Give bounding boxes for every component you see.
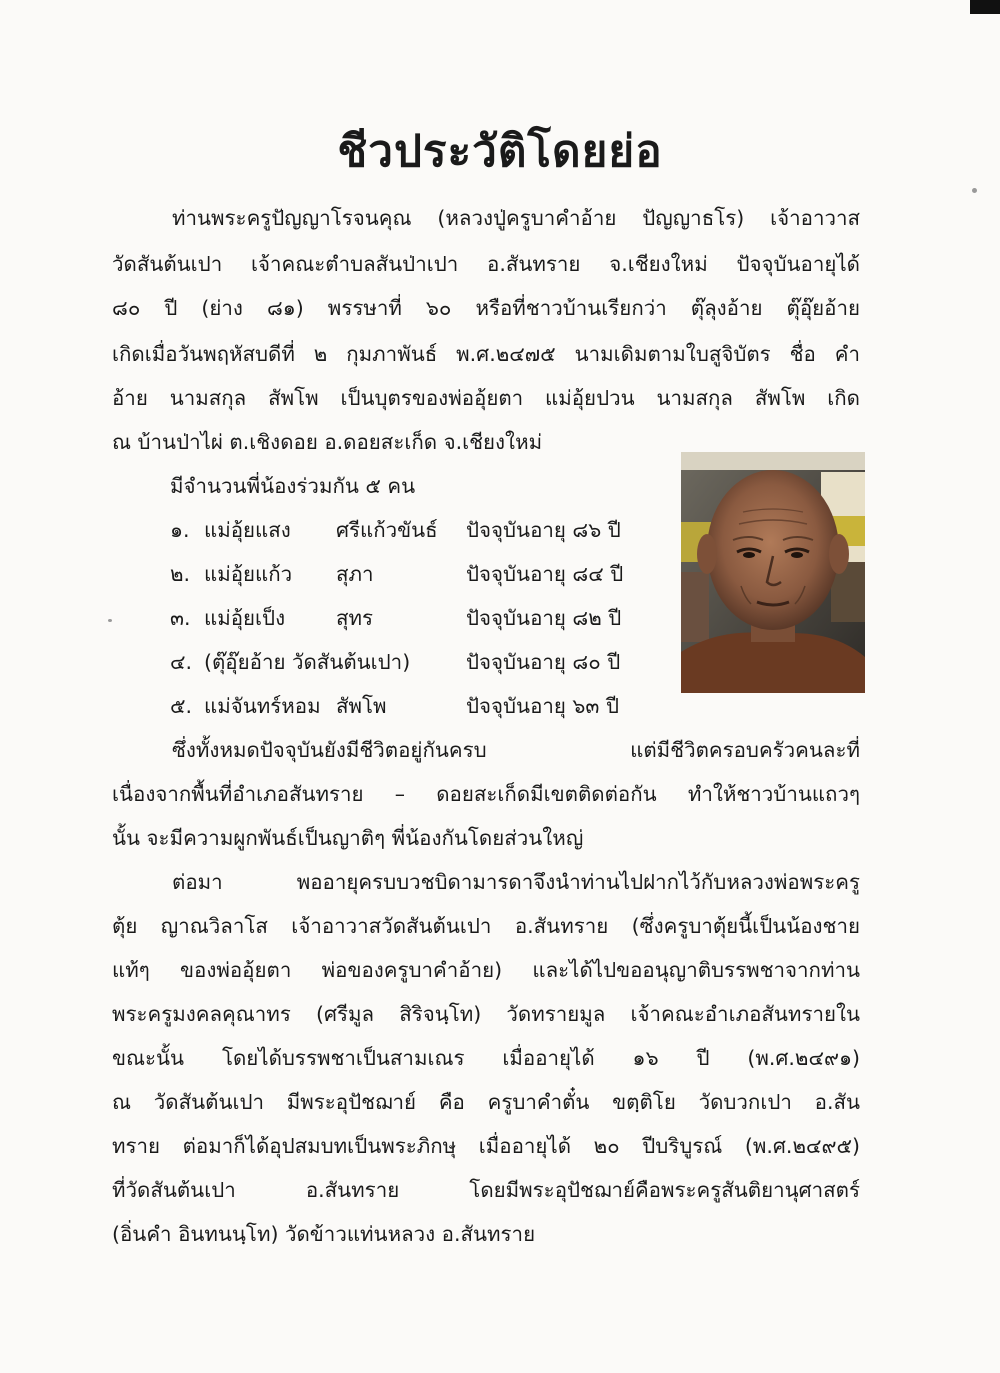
scan-speck [108,619,112,622]
sibling-surname: สุภา [336,562,374,586]
sibling-surname: สุทร [336,606,374,630]
paragraph-line: ทราย ต่อมาก็ได้อุปสมบทเป็นพระภิกษุ เมื่ออายุได้ ๒๐ ปีบริบูรณ์ (พ.ศ.๒๔๙๕) [112,1134,860,1158]
paragraph-line: ที่วัดสันต้นเปา อ.สันทราย โดยมีพระอุปัชฌาย์คือพระครูสันติยานุศาสตร์ [112,1178,860,1202]
paragraph-line: ตุ้ย ญาณวิลาโส เจ้าอาวาสวัดสันต้นเปา อ.สันทราย (ซึ่งครูบาตุ้ยนี้เป็นน้องชาย [112,914,860,938]
page-title: ชีวประวัติโดยย่อ [337,126,663,177]
sibling-name: แม่จันทร์หอม [204,694,321,718]
scan-edge-mark [970,0,1000,14]
paragraph-line: นั้น จะมีความผูกพันธ์เป็นญาติๆ พี่น้องกันโดยส่วนใหญ่ [112,826,584,850]
sibling-name: แม่อุ้ยแก้ว [204,562,293,586]
sibling-name: แม่อุ้ยแสง [204,518,291,542]
sibling-age: ปัจจุบันอายุ ๘๖ ปี [466,518,621,542]
sibling-age: ปัจจุบันอายุ ๘๐ ปี [466,650,621,674]
portrait-icon [681,452,865,693]
sibling-age: ปัจจุบันอายุ ๖๓ ปี [466,694,619,718]
intro-line: เกิดเมื่อวันพฤหัสบดีที่ ๒ กุมภาพันธ์ พ.ศ.๒๔๗๕ นามเดิมตามใบสูจิบัตร ชื่อ คำ [112,342,860,366]
sibling-number: ๓. [170,606,191,630]
paragraph-line: ต่อมา พออายุครบบวชบิดามารดาจึงนำท่านไปฝากไว้กับหลวงพ่อพระครู [172,870,860,894]
paragraph-line: ณ วัดสันต้นเปา มีพระอุปัชฌาย์ คือ ครูบาคำตั๋น ขตฺติโย วัดบวกเปา อ.สัน [112,1090,860,1114]
paragraph-line: พระครูมงคลคุณาทร (ศรีมูล สิริจนฺโท) วัดทรายมูล เจ้าคณะอำเภอสันทรายใน [112,1002,860,1026]
scan-speck [972,188,977,193]
paragraph-line: แท้ๆ ของพ่ออุ้ยตา พ่อของครูบาคำอ้าย) และได้ไปขออนุญาติบรรพชาจากท่าน [112,958,860,982]
paragraph-line: ขณะนั้น โดยได้บรรพชาเป็นสามเณร เมื่ออายุได้ ๑๖ ปี (พ.ศ.๒๔๙๑) [112,1046,860,1070]
intro-line: อ้าย นามสกุล สัพโพ เป็นบุตรของพ่ออุ้ยตา แม่อุ้ยปวน นามสกุล สัพโพ เกิด [112,386,860,410]
paragraph-line: (อิ่นคำ อินทนนฺโท) วัดข้าวแท่นหลวง อ.สันทราย [112,1222,536,1246]
portrait-photo [681,452,865,693]
intro-line: วัดสันต้นเปา เจ้าคณะตำบลสันป่าเปา อ.สันทราย จ.เชียงใหม่ ปัจจุบันอายุได้ [112,252,860,276]
sibling-surname: สัพโพ [336,694,387,718]
sibling-surname: ศรีแก้วขันธ์ [336,518,438,542]
paragraph-line: ซึ่งทั้งหมดปัจจุบันยังมีชีวิตอยู่กันครบ แต่มีชีวิตครอบครัวคนละที่ [172,738,860,762]
sibling-number: ๔. [170,650,193,674]
sibling-number: ๑. [170,518,190,542]
sibling-age: ปัจจุบันอายุ ๘๒ ปี [466,606,622,630]
intro-line: ท่านพระครูปัญญาโรจนคุณ (หลวงปู่ครูบาคำอ้าย ปัญญาธโร) เจ้าอาวาส [172,206,860,230]
intro-line: ณ บ้านป่าไผ่ ต.เชิงดอย อ.ดอยสะเก็ด จ.เชียงใหม่ [112,430,543,454]
sibling-number: ๕. [170,694,193,718]
sibling-name: (ตุ๊อุ๊ยอ้าย วัดสันต้นเปา) [204,650,411,674]
intro-line: ๘๐ ปี (ย่าง ๘๑) พรรษาที่ ๖๐ หรือที่ชาวบ้านเรียกว่า ตุ๊ลุงอ้าย ตุ๊อุ๊ยอ้าย [112,296,860,320]
siblings-heading: มีจำนวนพี่น้องร่วมกัน ๕ คน [170,474,416,498]
paragraph-line: เนื่องจากพื้นที่อำเภอสันทราย – ดอยสะเก็ดมีเขตติดต่อกัน ทำให้ชาวบ้านแถวๆ [112,782,860,806]
sibling-name: แม่อุ้ยเป็ง [204,606,286,630]
sibling-age: ปัจจุบันอายุ ๘๔ ปี [466,562,624,586]
sibling-number: ๒. [170,562,191,586]
